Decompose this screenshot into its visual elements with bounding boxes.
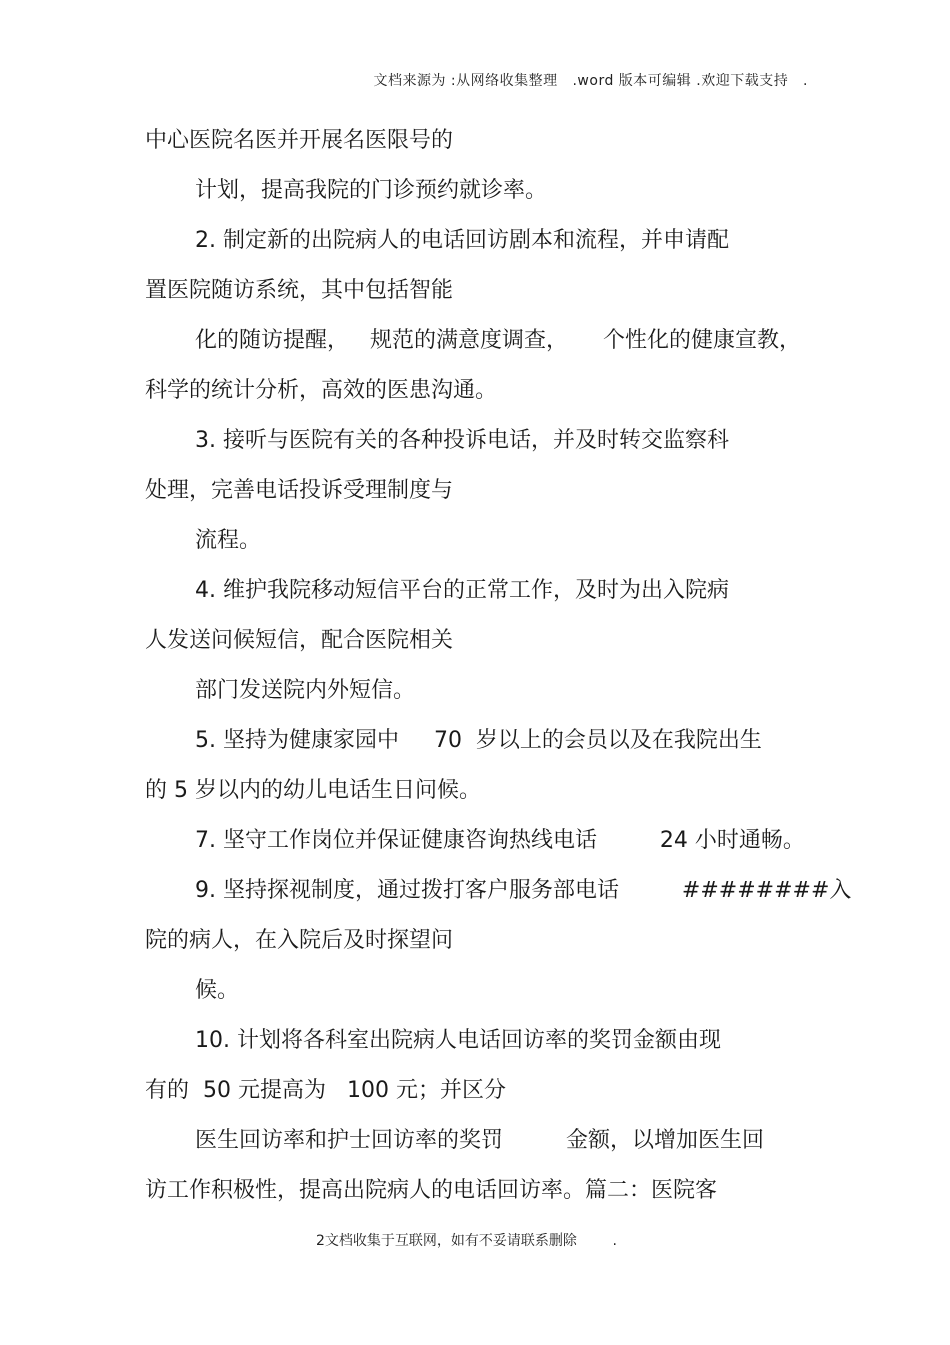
page-header: 文档来源为 :从网络收集整理 .word 版本可编辑 .欢迎下载支持 .: [373, 73, 808, 89]
body-line-17: 院的病人，在入院后及时探望问: [145, 928, 454, 953]
body-line-19: 10. 计划将各科室出院病人电话回访率的奖罚金额由现: [195, 1028, 721, 1053]
body-line-9: 流程。: [195, 528, 262, 553]
body-line-6: 科学的统计分析，高效的医患沟通。: [145, 378, 498, 403]
body-line-1: 中心医院名医并开展名医限号的: [145, 128, 454, 153]
body-line-5: 化的随访提醒， 规范的满意度调查， 个性化的健康宣教，: [195, 328, 801, 353]
body-line-15: 7. 坚守工作岗位并保证健康咨询热线电话 24 小时通畅。: [195, 828, 805, 853]
body-line-21: 医生回访率和护士回访率的奖罚 金额，以增加医生回: [195, 1128, 764, 1153]
body-line-12: 部门发送院内外短信。: [195, 678, 416, 703]
body-line-20: 有的 50 元提高为 100 元；并区分: [145, 1078, 506, 1103]
body-line-22: 访工作积极性，提高出院病人的电话回访率。篇二：医院客: [145, 1178, 718, 1203]
body-line-11: 人发送问候短信，配合医院相关: [145, 628, 454, 653]
page-footer: 2文档收集于互联网，如有不妥请联系删除 .: [316, 1233, 617, 1249]
body-line-7: 3. 接听与医院有关的各种投诉电话，并及时转交监察科: [195, 428, 729, 453]
body-line-2: 计划，提高我院的门诊预约就诊率。: [195, 178, 548, 203]
body-line-3: 2. 制定新的出院病人的电话回访剧本和流程，并申请配: [195, 228, 729, 253]
body-line-10: 4. 维护我院移动短信平台的正常工作，及时为出入院病: [195, 578, 729, 603]
body-line-16: 9. 坚持探视制度，通过拨打客户服务部电话 ########入: [195, 878, 852, 903]
body-line-13: 5. 坚持为健康家园中 70 岁以上的会员以及在我院出生: [195, 728, 762, 753]
body-line-8: 处理，完善电话投诉受理制度与: [145, 478, 454, 503]
body-line-14: 的 5 岁以内的幼儿电话生日问候。: [145, 778, 481, 803]
body-line-4: 置医院随访系统，其中包括智能: [145, 278, 454, 303]
body-line-18: 候。: [195, 978, 240, 1003]
